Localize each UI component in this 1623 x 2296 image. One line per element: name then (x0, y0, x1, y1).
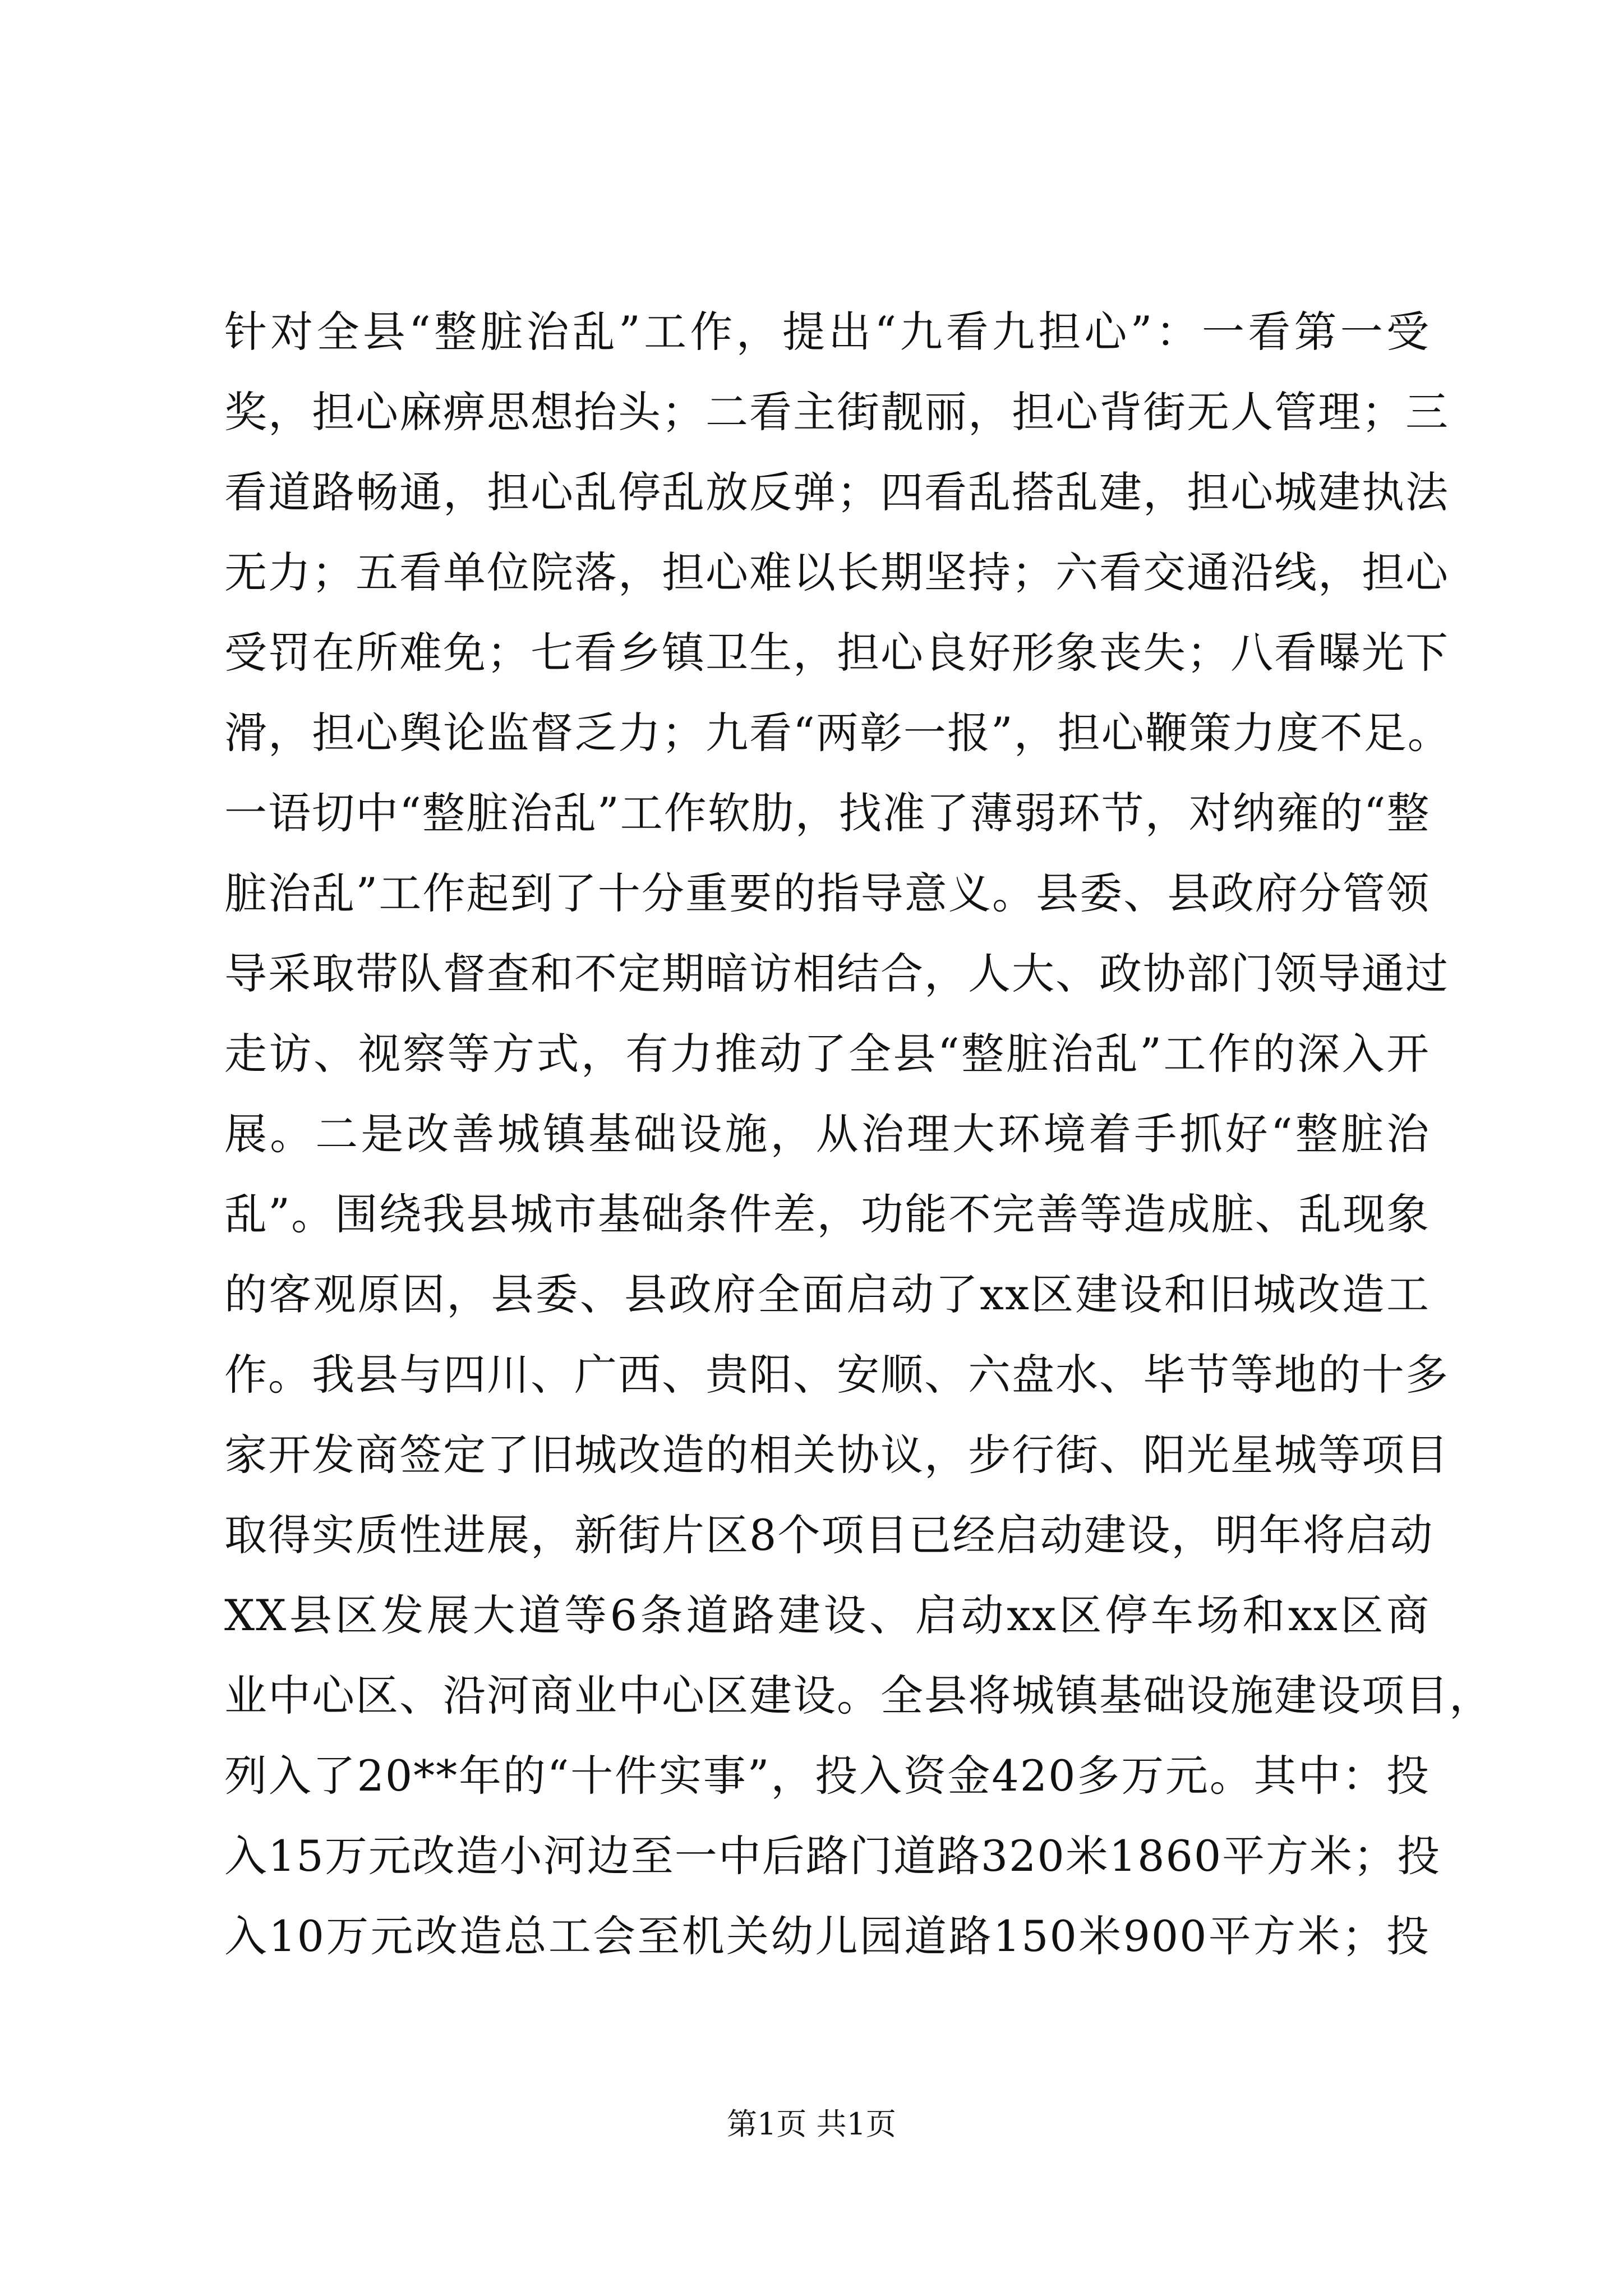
text-line: 一语切中“整脏治乱”工作软肋，找准了薄弱环节，对纳雍的“整 (224, 788, 1431, 838)
text-line: 受罚在所难免；七看乡镇卫生，担心良好形象丧失；八看曝光下 (224, 628, 1449, 678)
text-line: 取得实质性进展，新街片区8个项目已经启动建设，明年将启动 (224, 1510, 1434, 1560)
text-line: 业中心区、沿河商业中心区建设。全县将城镇基础设施建设项目， (224, 1671, 1493, 1720)
text-line: 奖，担心麻痹思想抬头；二看主街靓丽，担心背街无人管理；三 (224, 387, 1449, 437)
text-line: 的客观原因，县委、县政府全面启动了xx区建设和旧城改造工 (224, 1269, 1430, 1319)
text-line: 作。我县与四川、广西、贵阳、安顺、六盘水、毕节等地的十多 (224, 1350, 1449, 1400)
page-number-footer: 第1页 共1页 (727, 2106, 896, 2142)
text-line: 家开发商签定了旧城改造的相关协议，步行街、阳光星城等项目 (224, 1430, 1449, 1480)
text-line: 脏治乱”工作起到了十分重要的指导意义。县委、县政府分管领 (224, 868, 1430, 918)
text-line: 入15万元改造小河边至一中后路门道路320米1860平方米；投 (224, 1831, 1441, 1881)
text-line: 针对全县“整脏治乱”工作，提出“九看九担心”：一看第一受 (224, 307, 1430, 357)
text-line: 展。二是改善城镇基础设施，从治理大环境着手抓好“整脏治 (224, 1109, 1430, 1159)
text-line: 导采取带队督查和不定期暗访相结合，人大、政协部门领导通过 (224, 949, 1449, 999)
text-line: 看道路畅通，担心乱停乱放反弹；四看乱搭乱建，担心城建执法 (224, 467, 1449, 517)
text-line: 滑，担心舆论监督乏力；九看“两彰一报”，担心鞭策力度不足。 (224, 708, 1451, 758)
text-line: 入10万元改造总工会至机关幼儿园道路150米900平方米；投 (224, 1911, 1430, 1961)
body-text (224, 292, 1493, 1976)
text-line: 走访、视察等方式，有力推动了全县“整脏治乱”工作的深入开 (224, 1029, 1430, 1079)
text-line: 乱”。围绕我县城市基础条件差，功能不完善等造成脏、乱现象 (224, 1189, 1430, 1239)
text-line: XX县区发展大道等6条道路建设、启动xx区停车场和xx区商 (224, 1590, 1430, 1640)
text-line: 无力；五看单位院落，担心难以长期坚持；六看交通沿线，担心 (224, 547, 1449, 597)
text-line: 列入了20**年的“十件实事”，投入资金420多万元。其中：投 (224, 1751, 1430, 1801)
